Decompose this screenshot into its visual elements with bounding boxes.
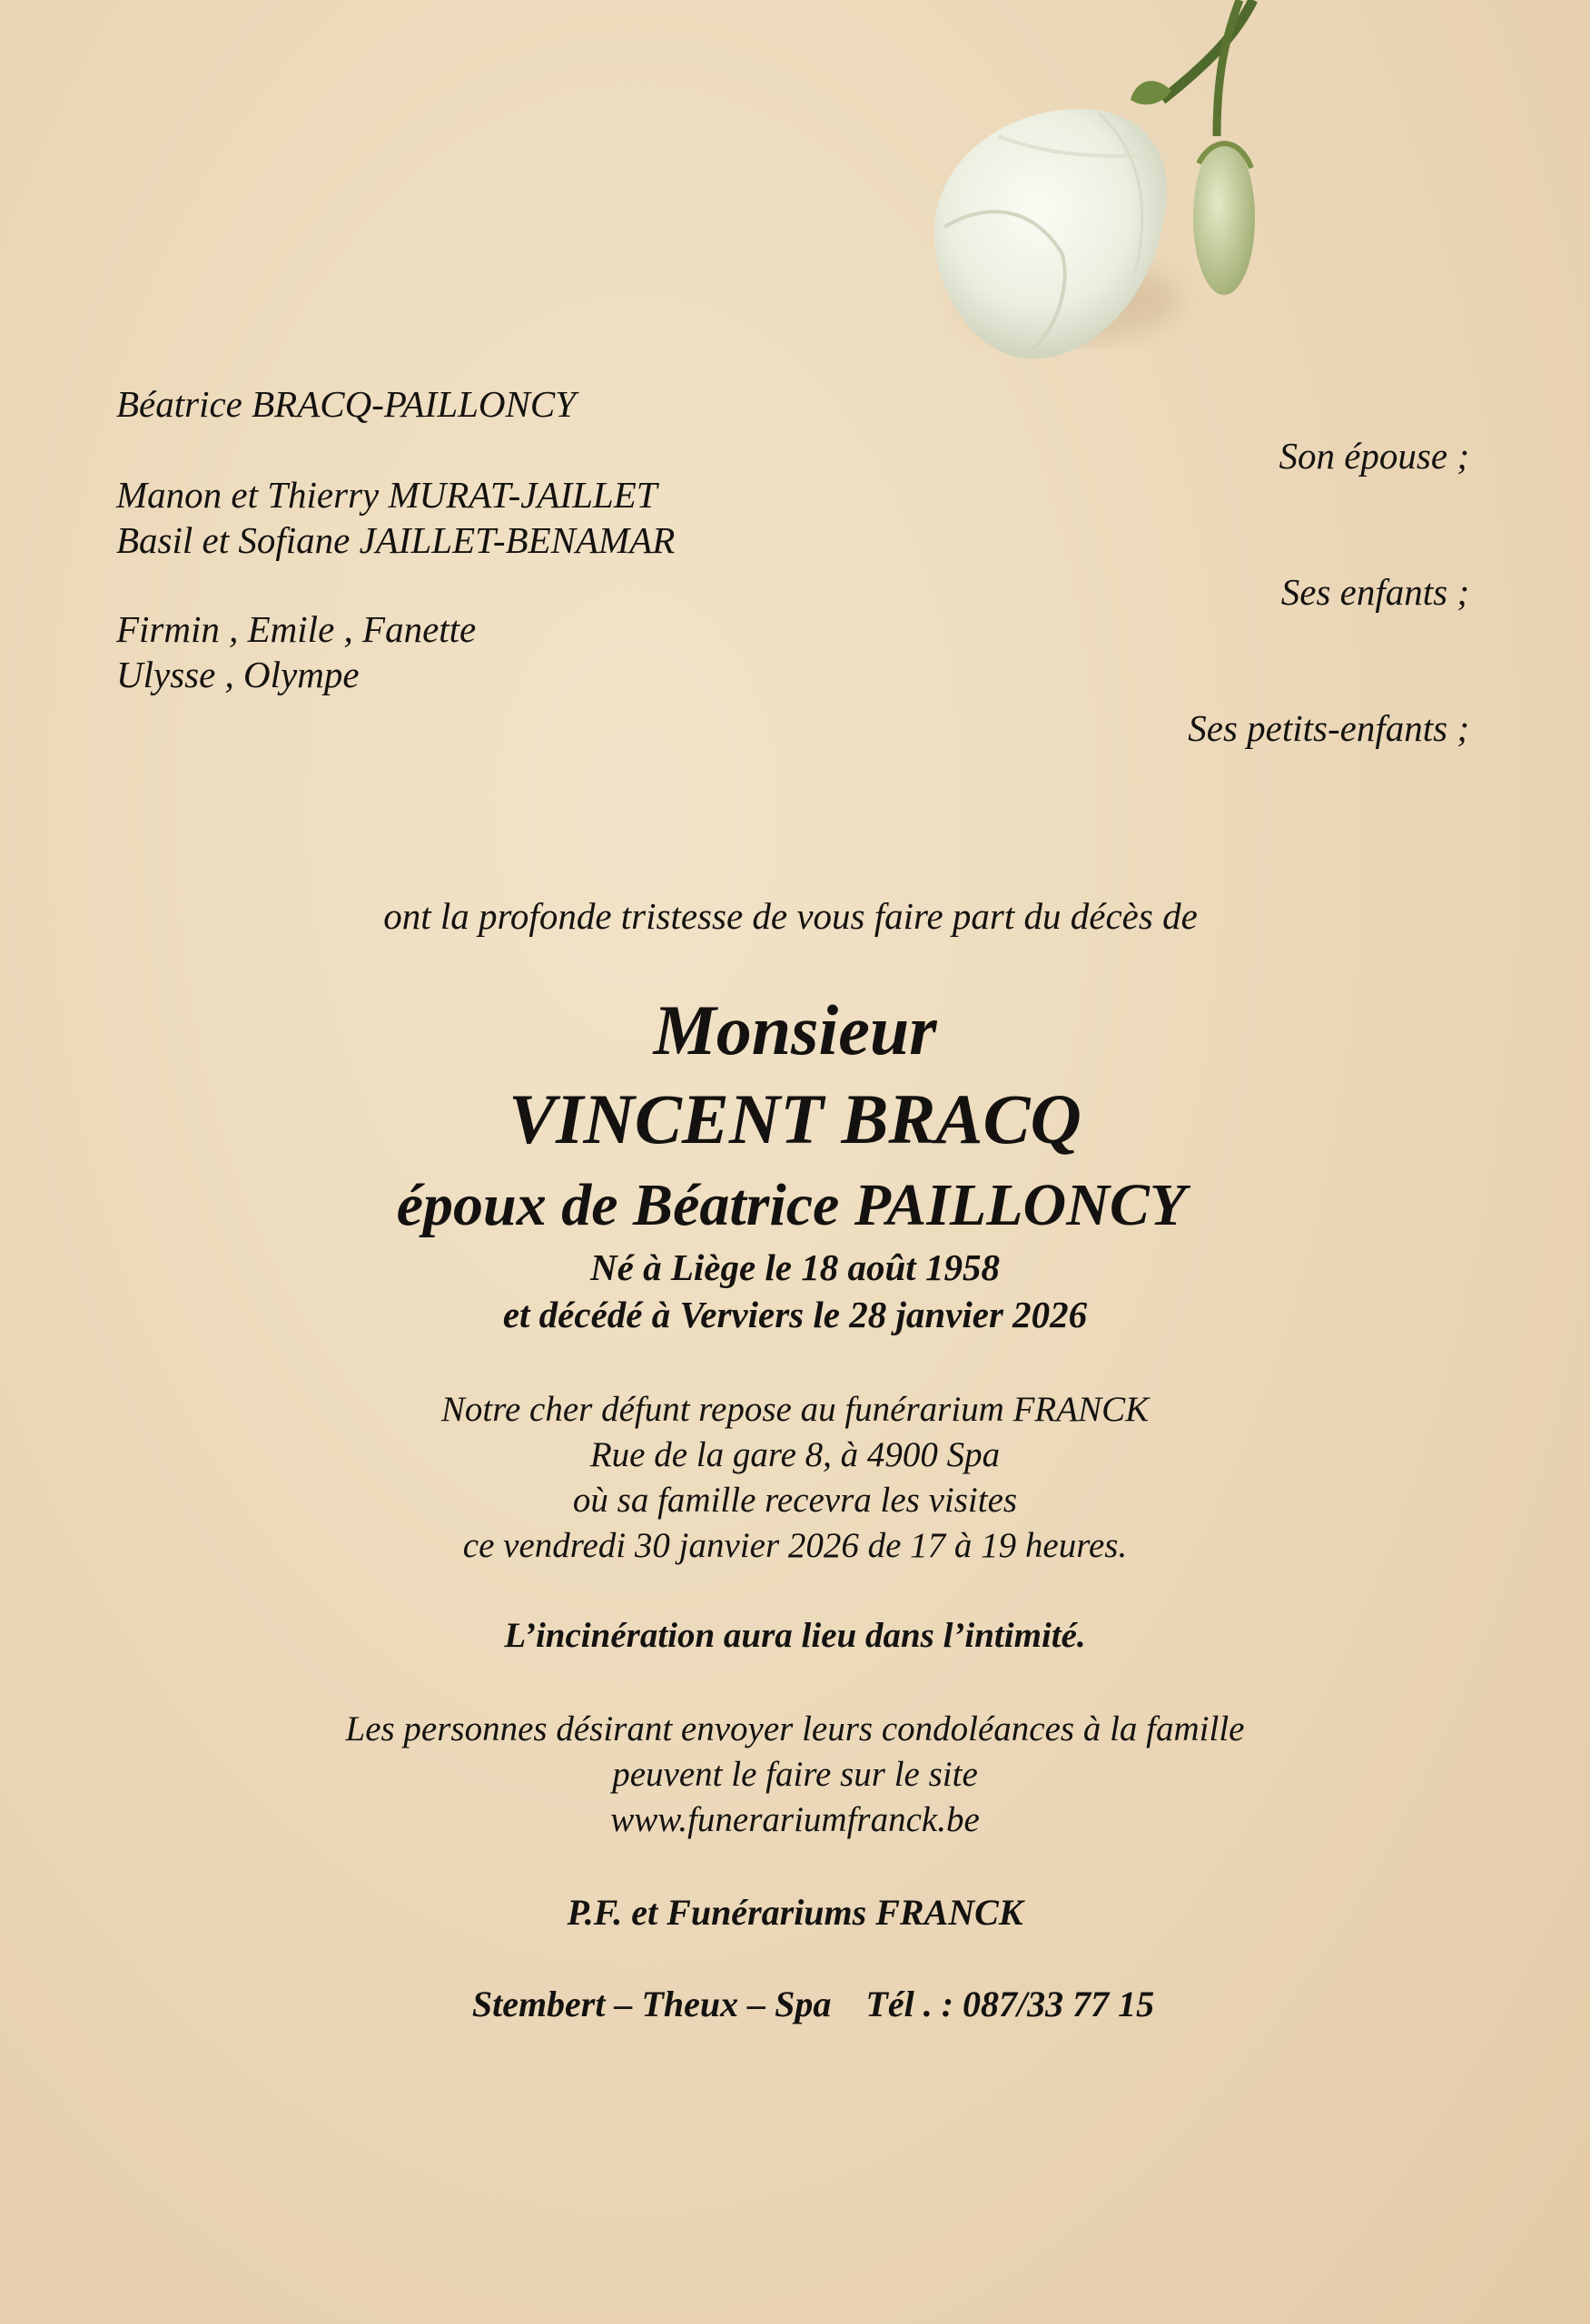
funeral-home-phone: Tél . : 087/33 77 15 <box>865 1984 1155 2024</box>
white-flower-image <box>890 0 1289 399</box>
funeral-home-contact <box>0 1936 1590 2073</box>
family-relation: Son épouse ; <box>1279 435 1469 477</box>
cremation-notice: L’incinération aura lieu dans l’intimité. <box>504 1616 1086 1655</box>
family-relation: Ses petits-enfants ; <box>1188 707 1469 749</box>
visitation-line: où sa famille recevra les visites <box>572 1481 1018 1520</box>
visitation-line: Notre cher défunt repose au funérarium FRANCK <box>440 1390 1150 1429</box>
family-name-line: Ulysse , Olympe <box>116 654 360 695</box>
visitation-line: ce vendredi 30 janvier 2026 de 17 à 19 heures. <box>462 1526 1128 1565</box>
visitation-line: Rue de la gare 8, à 4900 Spa <box>589 1435 1001 1474</box>
funeral-home-name: P.F. et Funérariums FRANCK <box>567 1892 1023 1933</box>
deceased-title: Monsieur <box>653 990 937 1069</box>
condolences-line: peuvent le faire sur le site <box>612 1755 978 1794</box>
birth-info: Né à Liège le 18 août 1958 <box>590 1246 1000 1288</box>
deceased-spouse: époux de Béatrice PAILLONCY <box>396 1172 1187 1238</box>
death-info: et décédé à Verviers le 28 janvier 2026 <box>502 1294 1088 1335</box>
announcement-intro: ont la profonde tristesse de vous faire part du décès de <box>383 895 1198 937</box>
deceased-name: VINCENT BRACQ <box>509 1079 1081 1158</box>
family-relation: Ses enfants ; <box>1280 571 1469 613</box>
family-name-line: Manon et Thierry MURAT-JAILLET <box>116 474 657 516</box>
condolences-website: www.funerariumfranck.be <box>610 1800 980 1839</box>
condolences-line: Les personnes désirant envoyer leurs condoléances à la famille <box>345 1709 1245 1748</box>
family-name-line: Firmin , Emile , Fanette <box>116 608 477 650</box>
family-name-line: Béatrice BRACQ-PAILLONCY <box>116 383 577 425</box>
family-name-line: Basil et Sofiane JAILLET-BENAMAR <box>116 519 676 561</box>
funeral-home-locations: Stembert – Theux – Spa <box>471 1984 832 2024</box>
